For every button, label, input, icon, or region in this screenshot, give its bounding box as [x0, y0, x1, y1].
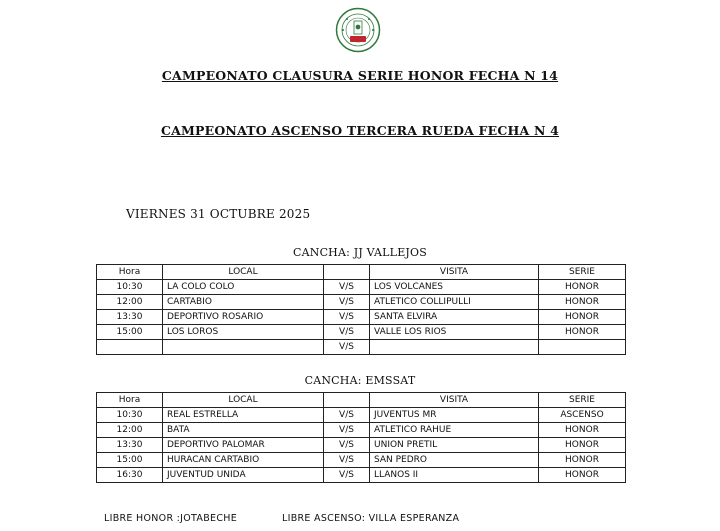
cell-local: DEPORTIVO ROSARIO — [163, 310, 324, 325]
cell-visita: ATLETICO RAHUE — [370, 423, 539, 438]
association-seal — [335, 7, 381, 53]
cell-hora: 13:30 — [97, 438, 163, 453]
fixture-table-jj-vallejos — [96, 264, 626, 355]
venue-title-jj-vallejos: CANCHA: JJ VALLEJOS — [292, 246, 427, 259]
cell-serie: HONOR — [539, 325, 626, 340]
header-local: LOCAL — [163, 393, 324, 408]
cell-serie: HONOR — [539, 468, 626, 483]
table-header-row — [97, 265, 626, 280]
cell-local: LOS LOROS — [163, 325, 324, 340]
cell-local: HURACAN CARTABIO — [163, 453, 324, 468]
seal-emblem — [335, 7, 381, 53]
cell-vs: V/S — [324, 325, 370, 340]
header-serie: SERIE — [539, 393, 626, 408]
cell-vs: V/S — [324, 280, 370, 295]
cell-vs: V/S — [324, 438, 370, 453]
cell-visita — [370, 340, 539, 355]
cell-serie: HONOR — [539, 423, 626, 438]
cell-visita: VALLE LOS RIOS — [370, 325, 539, 340]
header-visita: VISITA — [370, 265, 539, 280]
match-date: VIERNES 31 OCTUBRE 2025 — [126, 207, 311, 221]
cell-hora: 10:30 — [97, 408, 163, 423]
cell-local: REAL ESTRELLA — [163, 408, 324, 423]
table-row — [97, 408, 626, 423]
venue-title-emssat: CANCHA: EMSSAT — [304, 374, 416, 387]
cell-local: DEPORTIVO PALOMAR — [163, 438, 324, 453]
cell-hora: 12:00 — [97, 423, 163, 438]
cell-hora: 12:00 — [97, 295, 163, 310]
cell-local — [163, 340, 324, 355]
cell-vs: V/S — [324, 310, 370, 325]
table-row — [97, 310, 626, 325]
cell-hora: 15:00 — [97, 453, 163, 468]
cell-hora: 15:00 — [97, 325, 163, 340]
table-row — [97, 453, 626, 468]
cell-vs: V/S — [324, 468, 370, 483]
table-row — [97, 340, 626, 355]
cell-serie: HONOR — [539, 280, 626, 295]
cell-vs: V/S — [324, 340, 370, 355]
header-hora: Hora — [97, 393, 163, 408]
cell-visita: LLANOS II — [370, 468, 539, 483]
cell-serie: HONOR — [539, 438, 626, 453]
header-visita: VISITA — [370, 393, 539, 408]
table-header-row — [97, 393, 626, 408]
cell-vs: V/S — [324, 295, 370, 310]
cell-vs: V/S — [324, 423, 370, 438]
cell-hora: 10:30 — [97, 280, 163, 295]
table-row — [97, 468, 626, 483]
cell-visita: UNION PRETIL — [370, 438, 539, 453]
header-vs — [324, 393, 370, 408]
cell-hora — [97, 340, 163, 355]
header-vs — [324, 265, 370, 280]
cell-visita: SAN PEDRO — [370, 453, 539, 468]
cell-hora: 16:30 — [97, 468, 163, 483]
table-row — [97, 423, 626, 438]
cell-serie: ASCENSO — [539, 408, 626, 423]
header-serie: SERIE — [539, 265, 626, 280]
cell-local: LA COLO COLO — [163, 280, 324, 295]
fixture-table-emssat — [96, 392, 626, 483]
cell-serie — [539, 340, 626, 355]
table-row — [97, 280, 626, 295]
libre-honor-note: LIBRE HONOR :JOTABECHE — [104, 513, 238, 524]
cell-local: CARTABIO — [163, 295, 324, 310]
table-row — [97, 325, 626, 340]
cell-visita: LOS VOLCANES — [370, 280, 539, 295]
cell-local: JUVENTUD UNIDA — [163, 468, 324, 483]
cell-visita: ATLETICO COLLIPULLI — [370, 295, 539, 310]
header-local: LOCAL — [163, 265, 324, 280]
cell-serie: HONOR — [539, 310, 626, 325]
title-ascenso: CAMPEONATO ASCENSO TERCERA RUEDA FECHA N 4 — [160, 123, 560, 138]
libre-ascenso-note: LIBRE ASCENSO: VILLA ESPERANZA — [282, 513, 460, 524]
cell-visita: JUVENTUS MR — [370, 408, 539, 423]
header-hora: Hora — [97, 265, 163, 280]
cell-hora: 13:30 — [97, 310, 163, 325]
cell-vs: V/S — [324, 453, 370, 468]
table-row — [97, 438, 626, 453]
cell-serie: HONOR — [539, 295, 626, 310]
cell-local: BATA — [163, 423, 324, 438]
cell-visita: SANTA ELVIRA — [370, 310, 539, 325]
cell-serie: HONOR — [539, 453, 626, 468]
table-row — [97, 295, 626, 310]
title-clausura: CAMPEONATO CLAUSURA SERIE HONOR FECHA N 14 — [161, 68, 559, 83]
cell-vs: V/S — [324, 408, 370, 423]
